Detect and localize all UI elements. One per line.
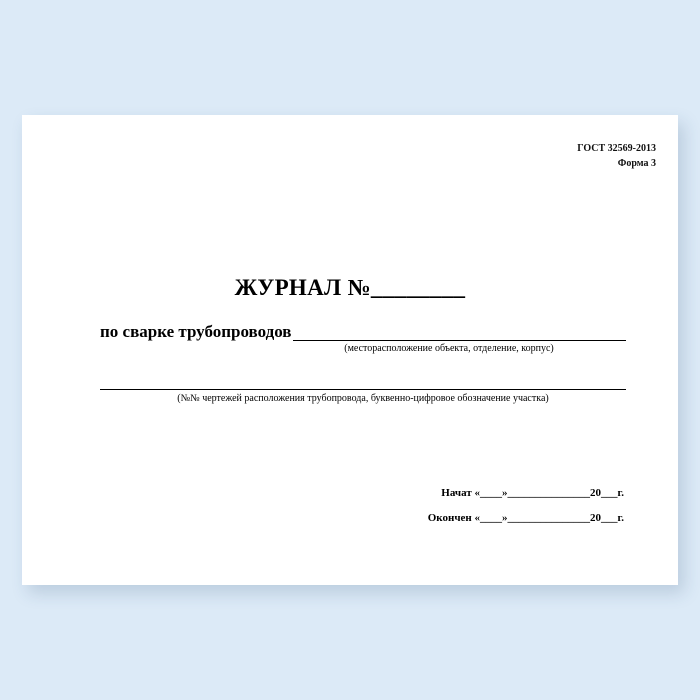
gost-standard: ГОСТ 32569-2013 (577, 143, 656, 154)
drawings-caption: (№№ чертежей расположения трубопровода, буквенно-цифровое обозначение участка) (177, 393, 549, 404)
subtitle-row (100, 323, 626, 341)
gost-reference-block (577, 142, 656, 171)
object-location-fill-line[interactable] (293, 327, 627, 341)
finished-label: Окончен «____»_______________20___г. (427, 512, 624, 524)
document-footer (366, 487, 626, 537)
object-location-caption: (месторасположение объекта, отделение, корпус) (344, 343, 554, 354)
started-label: Начат «____»_______________20___г. (441, 487, 624, 499)
started-row (366, 487, 626, 499)
finished-row (366, 512, 626, 524)
page-title: ЖУРНАЛ №________ (234, 275, 466, 300)
subtitle-label: по сварке трубопроводов (100, 322, 292, 341)
drawings-fill-line[interactable] (100, 389, 626, 390)
gost-form: Форма 3 (617, 157, 656, 169)
document-page (22, 115, 678, 585)
